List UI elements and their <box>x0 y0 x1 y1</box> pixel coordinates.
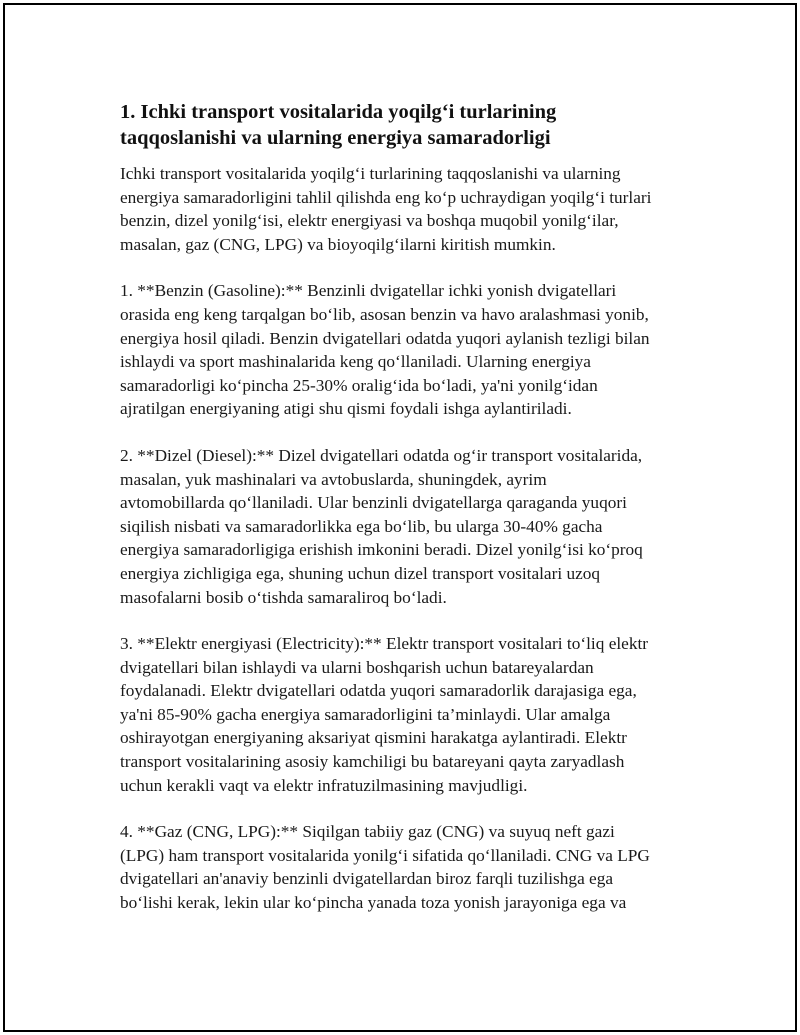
page-frame <box>3 3 797 1032</box>
paragraph-benzin: 1. **Benzin (Gasoline):** Benzinli dvigatellar ichki yonish dvigatellari orasida eng keng tarqalgan bo‘lib, asosan benzin va havo aralashmasi yonib, energiya hosil qiladi. Benzin dvigatellari odatda yuqori aylanish tezligi bilan ishlaydi va sport mashinalarida keng qo‘llaniladi. Ularning energiya samaradorligi ko‘pincha 25-30% oralig‘ida bo‘ladi, ya'ni yonilg‘idan ajratilgan energiyaning atigi shu qismi foydali ishga aylantiriladi. <box>120 281 650 419</box>
paragraph-elektr: 3. **Elektr energiyasi (Electricity):** Elektr transport vositalari to‘liq elektr dvigatellari bilan ishlaydi va ularni boshqarish uchun batareyalardan foydalanadi. Elektr dvigatellari odatda yuqori samaradorlik darajasiga ega, ya'ni 85-90% gacha energiya samaradorligini ta’minlaydi. Ular amalga oshirayotgan energiyaning aksariyat qismini harakatga aylantiradi. Elektr transport vositalarining asosiy kamchiligi bu batareyani qayta zaryadlash uchun kerakli vaqt va elektr infratuzilmasining mavjudligi. <box>120 634 649 795</box>
document-title: 1. Ichki transport vositalarida yoqilg‘i turlarining taqqoslanishi va ularning energiya samaradorligi <box>120 101 557 149</box>
document-body <box>120 99 700 915</box>
paragraph-dizel: 2. **Dizel (Diesel):** Dizel dvigatellari odatda og‘ir transport vositalarida, masalan, yuk mashinalari va avtobuslarda, shuningdek, ayrim avtomobillarda qo‘llaniladi. Ular benzinli dvigatellarga qaraganda yuqori siqilish nisbati va samaradorlikka ega bo‘lib, bu ularga 30-40% gacha energiya samaradorligiga erishish imkonini beradi. Dizel yonilg‘isi ko‘proq energiya zichligiga ega, shuning uchun dizel transport vositalari uzoq masofalarni bosib o‘tishda samaraliroq bo‘ladi. <box>120 445 643 607</box>
paragraph-gaz: 4. **Gaz (CNG, LPG):** Siqilgan tabiiy gaz (CNG) va suyuq neft gazi (LPG) ham transport vositalarida yonilg‘i sifatida qo‘llaniladi. CNG va LPG dvigatellari an'anaviy benzinli dvigatellardan biroz farqli tuzilishga ega bo‘lishi kerak, lekin ular ko‘pincha yanada toza yonish jarayoniga ega va <box>120 822 650 913</box>
paragraph-intro: Ichki transport vositalarida yoqilg‘i turlarining taqqoslanishi va ularning energiya samaradorligini tahlil qilishda eng ko‘p uchraydigan yoqilg‘i turlari benzin, dizel yonilg‘isi, elektr energiyasi va boshqa muqobil yonilg‘ilar, masalan, gaz (CNG, LPG) va bioyoqilg‘ilarni kiritish mumkin. <box>120 164 652 254</box>
